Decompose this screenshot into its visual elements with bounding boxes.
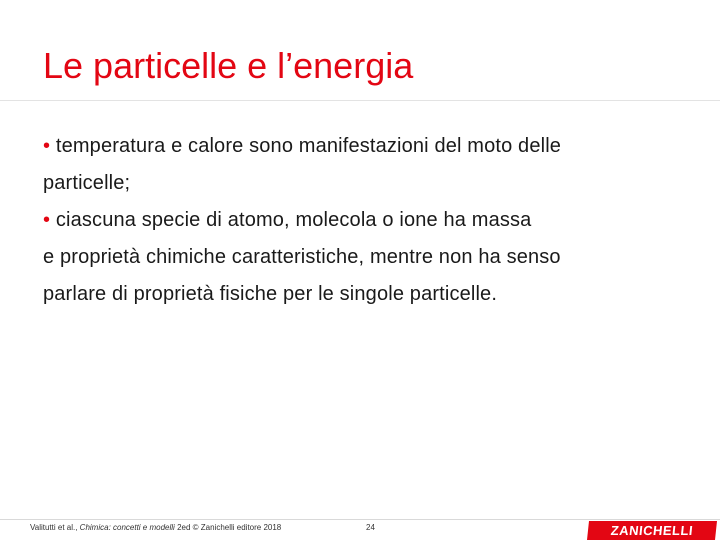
- bullet-continuation: parlare di proprietà fisiche per le singole particelle.: [43, 283, 498, 305]
- footer-authors: Valitutti et al.,: [30, 523, 78, 532]
- bullet-item: [43, 128, 683, 165]
- footer-citation: [30, 522, 281, 534]
- page-number: 24: [366, 523, 375, 532]
- bullet-continuation: particelle;: [43, 172, 131, 194]
- bullet-item: [43, 202, 683, 239]
- bullet-icon: •: [43, 209, 51, 231]
- publisher-logo: ZANICHELLI: [587, 521, 717, 540]
- slide-body: [43, 128, 683, 313]
- bullet-text: temperatura e calore sono manifestazioni del moto delle: [55, 135, 562, 157]
- slide-title: Le particelle e l’energia: [43, 45, 414, 86]
- footer-book-title: Chimica: concetti e modelli: [79, 523, 175, 532]
- bullet-icon: •: [43, 135, 51, 157]
- bullet-continuation: e proprietà chimiche caratteristiche, mentre non ha senso: [43, 246, 561, 268]
- footer-divider: [0, 519, 720, 520]
- bullet-text: ciascuna specie di atomo, molecola o ione ha massa: [55, 209, 532, 231]
- title-divider: [0, 100, 720, 101]
- footer-edition: 2ed © Zanichelli editore 2018: [177, 523, 282, 532]
